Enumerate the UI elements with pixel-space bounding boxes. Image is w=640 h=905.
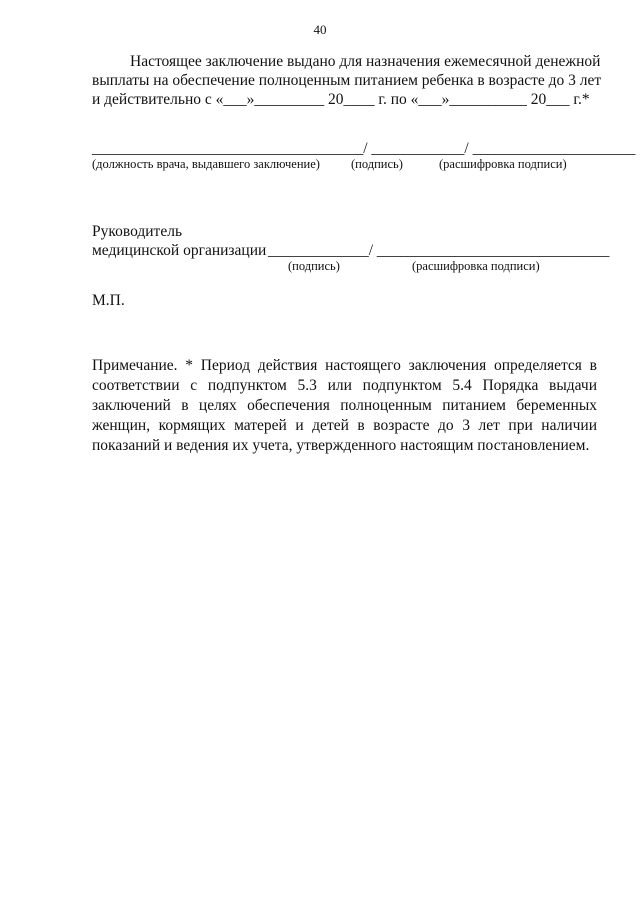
- organization-label: медицинской организации: [92, 242, 267, 259]
- note-line-1: Примечание. * Период действия настоящего заключения определяется в: [92, 357, 597, 374]
- note-line-4: женщин, кормящих матерей и детей в возрасте до 3 лет при наличии: [92, 417, 597, 434]
- doctor-transcript-caption: (расшифровка подписи): [439, 157, 567, 171]
- doctor-signature-line: ___________________________________/ ____________/ _____________________: [92, 140, 636, 157]
- note-line-3: заключений в целях обеспечения полноценным питанием беременных: [92, 397, 597, 414]
- stamp-label: М.П.: [92, 292, 125, 309]
- head-transcript-caption: (расшифровка подписи): [412, 259, 540, 273]
- page-number: 40: [313, 22, 327, 37]
- validity-period-line: и действительно с «___»_________ 20____ г. по «___»__________ 20___ г.*: [92, 91, 590, 108]
- head-signature-caption: (подпись): [288, 259, 340, 273]
- note-line-5: показаний и ведения их учета, утвержденного настоящим постановлением.: [92, 437, 590, 454]
- doctor-position-caption: (должность врача, выдавшего заключение): [92, 157, 320, 171]
- doctor-signature-caption: (подпись): [351, 157, 403, 171]
- head-signature-line: _____________/ ______________________________: [268, 242, 610, 259]
- head-title: Руководитель: [92, 223, 183, 240]
- statement-line-2: выплаты на обеспечение полноценным питанием ребенка в возрасте до 3 лет: [92, 72, 602, 89]
- statement-line-1: Настоящее заключение выдано для назначения ежемесячной денежной: [130, 53, 601, 70]
- note-line-2: соответствии с подпунктом 5.3 или подпунктом 5.4 Порядка выдачи: [92, 377, 597, 394]
